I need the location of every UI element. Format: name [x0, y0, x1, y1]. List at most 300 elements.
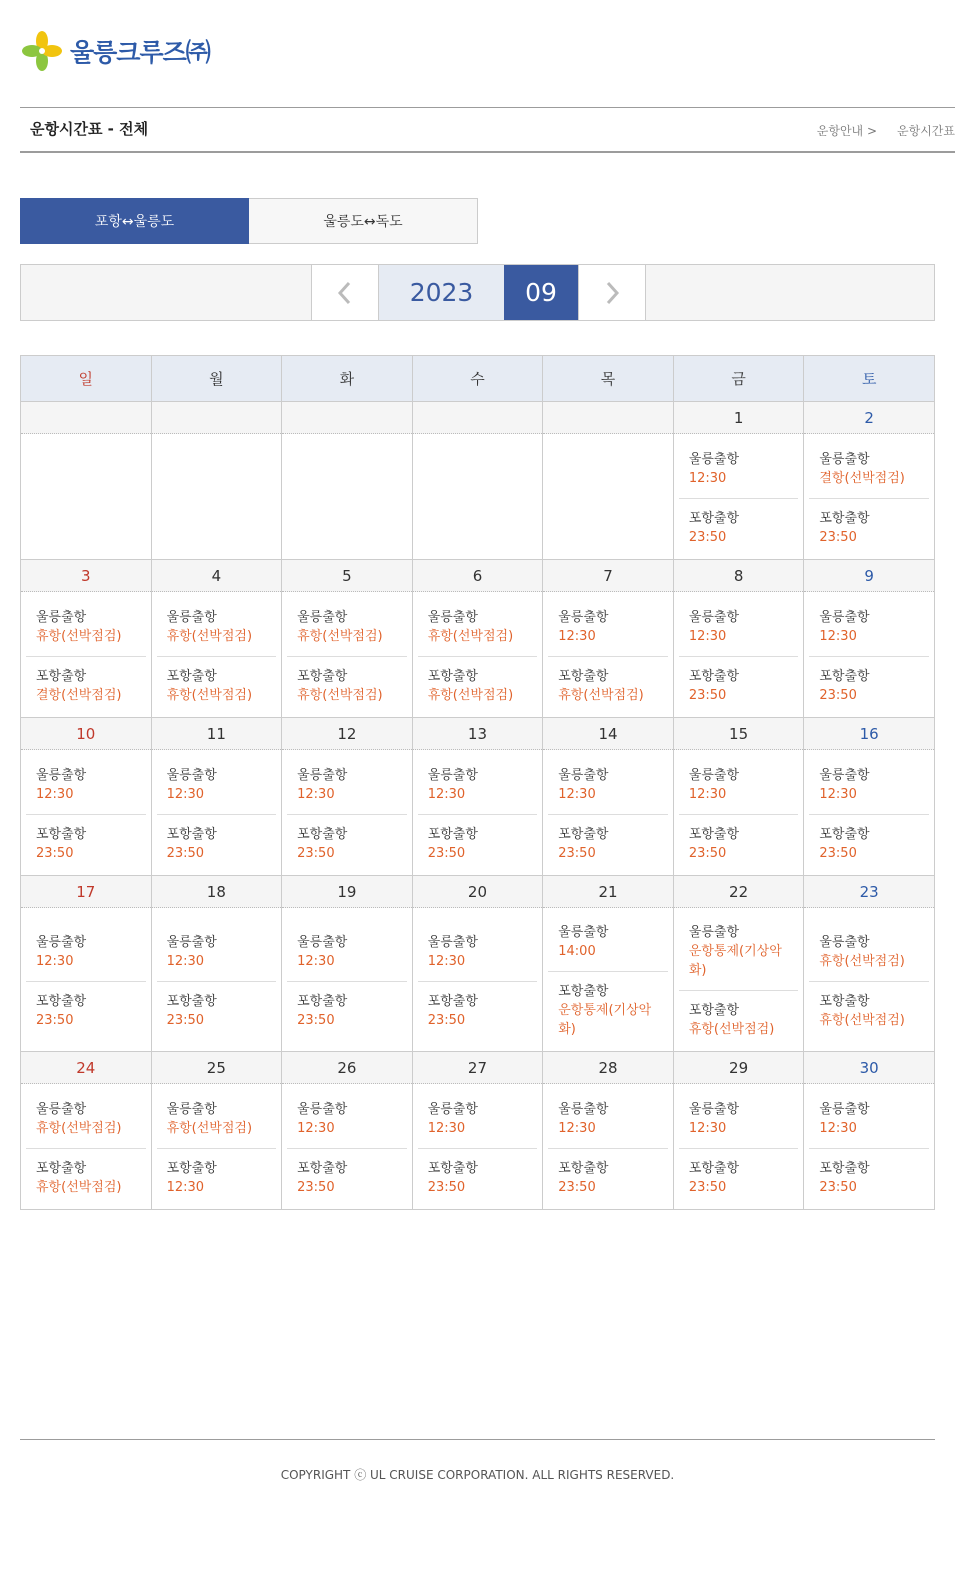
departure-status: 12:30	[819, 1120, 857, 1136]
day-number	[152, 402, 282, 434]
pohang-departure	[809, 814, 929, 869]
departure-status: 12:30	[427, 953, 466, 969]
pohang-departure	[679, 990, 799, 1045]
pohang-departure	[157, 981, 277, 1036]
departure-label: 포항출항	[297, 993, 348, 1009]
day-schedule	[152, 750, 282, 875]
breadcrumb-item-timetable[interactable]: 운항시간표	[897, 124, 955, 138]
ulleung-departure	[679, 446, 799, 494]
calendar-day-cell	[412, 876, 543, 1052]
calendar-day-cell	[543, 876, 674, 1052]
departure-status: 휴항(선박점검)	[688, 1022, 775, 1037]
ulleung-departure	[809, 762, 929, 810]
pohang-departure	[26, 656, 146, 711]
weekday-saturday: 토	[804, 356, 935, 402]
day-number: 8	[674, 560, 804, 592]
weekday-sunday: 일	[21, 356, 152, 402]
departure-status: 휴항(선박점검)	[166, 1120, 253, 1136]
day-number: 12	[282, 718, 412, 750]
departure-status: 휴항(선박점검)	[819, 953, 905, 969]
pohang-departure	[809, 498, 929, 553]
weekday-friday: 금	[673, 356, 804, 402]
calendar-day-cell	[673, 1052, 804, 1210]
calendar-day-cell	[673, 402, 804, 560]
departure-label: 포항출항	[819, 826, 870, 842]
next-month-button[interactable]	[578, 265, 646, 320]
departure-status: 운항통제(기상악화)	[688, 944, 782, 978]
day-schedule	[282, 750, 412, 875]
departure-label: 포항출항	[166, 826, 217, 842]
departure-label: 울릉출항	[819, 451, 870, 467]
calendar-day-cell	[282, 1052, 413, 1210]
ulleung-departure	[157, 929, 277, 977]
ulleung-departure	[287, 929, 407, 977]
pohang-departure	[287, 1148, 407, 1203]
departure-label: 포항출항	[36, 993, 87, 1009]
departure-status: 결항(선박점검)	[36, 687, 122, 703]
day-schedule	[413, 592, 543, 717]
departure-status: 12:30	[558, 628, 596, 644]
calendar-day-cell	[804, 718, 935, 876]
tab-pohang-ulleungdo[interactable]: 포항↔울릉도	[20, 198, 249, 244]
pohang-departure	[548, 1148, 668, 1203]
pohang-departure	[418, 814, 538, 869]
departure-label: 울릉출항	[36, 934, 87, 950]
ulleung-departure	[418, 762, 538, 810]
departure-status: 23:50	[36, 845, 74, 861]
pohang-departure	[418, 981, 538, 1036]
day-schedule	[21, 434, 151, 559]
pohang-departure	[679, 1148, 799, 1203]
ulleung-departure	[809, 929, 929, 977]
departure-label: 울릉출항	[558, 1101, 609, 1117]
ulleung-departure	[287, 762, 407, 810]
calendar-day-cell	[21, 560, 152, 718]
calendar-day-cell	[282, 402, 413, 560]
calendar-week-row	[21, 402, 935, 560]
ulleung-departure	[418, 1096, 538, 1144]
day-schedule	[804, 1084, 934, 1209]
day-schedule	[674, 592, 804, 717]
ulleung-departure	[26, 604, 146, 652]
calendar-day-cell	[412, 402, 543, 560]
departure-status: 12:30	[297, 1120, 335, 1136]
day-number: 16	[804, 718, 934, 750]
departure-label: 울릉출항	[688, 451, 740, 467]
day-number: 25	[152, 1052, 282, 1084]
day-schedule	[804, 592, 934, 717]
ulleung-departure	[679, 762, 799, 810]
day-schedule	[674, 1084, 804, 1209]
clover-logo-icon	[20, 29, 64, 73]
departure-status: 12:30	[297, 953, 335, 969]
departure-status: 23:50	[166, 845, 205, 861]
ulleung-departure	[287, 1096, 407, 1144]
day-number	[21, 402, 151, 434]
departure-label: 포항출항	[819, 510, 870, 526]
departure-status: 23:50	[36, 1012, 74, 1028]
departure-status: 12:30	[166, 1179, 205, 1195]
departure-label: 울릉출항	[819, 609, 870, 625]
departure-label: 포항출항	[688, 510, 740, 526]
departure-label: 포항출항	[688, 668, 740, 684]
departure-status: 14:00	[558, 944, 596, 959]
day-schedule	[674, 750, 804, 875]
calendar-day-cell	[282, 876, 413, 1052]
weekday-monday: 월	[151, 356, 282, 402]
calendar-day-cell	[282, 560, 413, 718]
departure-label: 울릉출항	[166, 1101, 217, 1117]
calendar-day-cell	[543, 718, 674, 876]
departure-label: 포항출항	[36, 826, 87, 842]
departure-status: 휴항(선박점검)	[427, 687, 514, 703]
chevron-left-icon	[335, 280, 355, 306]
departure-status: 23:50	[688, 687, 727, 703]
departure-label: 울릉출항	[427, 767, 478, 783]
departure-status: 12:30	[558, 1120, 596, 1136]
departure-status: 12:30	[297, 786, 335, 802]
departure-status: 23:50	[688, 845, 727, 861]
calendar-day-cell	[543, 560, 674, 718]
departure-label: 울릉출항	[297, 767, 348, 783]
day-number: 5	[282, 560, 412, 592]
departure-label: 울릉출항	[558, 925, 609, 940]
day-number: 22	[674, 876, 804, 908]
departure-status: 12:30	[166, 786, 205, 802]
ulleung-departure	[26, 929, 146, 977]
calendar-week-row	[21, 718, 935, 876]
departure-status: 휴항(선박점검)	[166, 687, 253, 703]
day-number: 21	[543, 876, 673, 908]
pohang-departure	[548, 656, 668, 711]
prev-month-button[interactable]	[311, 265, 379, 320]
title-bar	[20, 107, 955, 153]
day-schedule	[282, 908, 412, 1051]
departure-status: 23:50	[688, 1179, 727, 1195]
departure-status: 23:50	[427, 845, 466, 861]
departure-status: 23:50	[297, 1012, 335, 1028]
ulleung-departure	[548, 762, 668, 810]
day-number: 18	[152, 876, 282, 908]
departure-status: 휴항(선박점검)	[36, 628, 122, 644]
calendar-day-cell	[804, 402, 935, 560]
departure-status: 23:50	[819, 845, 857, 861]
departure-label: 울릉출항	[819, 767, 870, 783]
departure-label: 울릉출항	[166, 767, 217, 783]
calendar-day-cell	[151, 876, 282, 1052]
departure-label: 포항출항	[688, 1003, 740, 1018]
departure-label: 울릉출항	[36, 1101, 87, 1117]
departure-label: 포항출항	[819, 993, 870, 1009]
day-schedule	[413, 1084, 543, 1209]
day-number: 27	[413, 1052, 543, 1084]
pohang-departure	[548, 814, 668, 869]
departure-label: 포항출항	[688, 826, 740, 842]
day-number: 13	[413, 718, 543, 750]
pohang-departure	[287, 814, 407, 869]
departure-label: 포항출항	[36, 1160, 87, 1176]
departure-label: 울릉출항	[688, 925, 740, 940]
calendar-day-cell	[151, 560, 282, 718]
departure-label: 울릉출항	[558, 767, 609, 783]
calendar-day-cell	[673, 560, 804, 718]
day-schedule	[413, 434, 543, 559]
pohang-departure	[809, 981, 929, 1036]
month-navigation	[20, 264, 935, 321]
departure-label: 울릉출항	[166, 609, 217, 625]
calendar-day-cell	[151, 1052, 282, 1210]
departure-status: 휴항(선박점검)	[558, 687, 644, 703]
departure-status: 운항통제(기상악화)	[558, 1003, 652, 1037]
ulleung-departure	[809, 1096, 929, 1144]
day-schedule	[804, 434, 934, 559]
day-schedule	[543, 1084, 673, 1209]
departure-label: 울릉출항	[36, 609, 87, 625]
pohang-departure	[679, 814, 799, 869]
departure-status: 23:50	[819, 1179, 857, 1195]
departure-label: 포항출항	[297, 826, 348, 842]
day-schedule	[21, 908, 151, 1051]
weekday-header-row	[21, 356, 935, 402]
day-number	[413, 402, 543, 434]
day-number: 3	[21, 560, 151, 592]
pohang-departure	[418, 1148, 538, 1203]
departure-status: 23:50	[427, 1012, 466, 1028]
departure-status: 휴항(선박점검)	[297, 687, 383, 703]
pohang-departure	[157, 1148, 277, 1203]
day-schedule	[282, 434, 412, 559]
day-number: 6	[413, 560, 543, 592]
pohang-departure	[548, 971, 668, 1045]
departure-label: 울릉출항	[558, 609, 609, 625]
departure-status: 12:30	[688, 628, 727, 644]
day-schedule	[413, 908, 543, 1051]
day-number: 14	[543, 718, 673, 750]
departure-label: 포항출항	[297, 668, 348, 684]
calendar-day-cell	[151, 718, 282, 876]
departure-label: 포항출항	[558, 826, 609, 842]
day-number: 9	[804, 560, 934, 592]
departure-status: 23:50	[819, 529, 857, 545]
departure-label: 울릉출항	[819, 1101, 870, 1117]
departure-status: 12:30	[688, 786, 727, 802]
departure-label: 포항출항	[427, 826, 478, 842]
calendar-day-cell	[412, 718, 543, 876]
departure-label: 포항출항	[819, 668, 870, 684]
ulleung-departure	[418, 604, 538, 652]
page-title: 운항시간표 - 전체	[30, 120, 149, 138]
tab-ulleungdo-dokdo[interactable]: 울릉도↔독도	[249, 198, 478, 244]
departure-label: 울릉출항	[427, 609, 478, 625]
departure-label: 포항출항	[427, 668, 478, 684]
departure-status: 12:30	[427, 1120, 466, 1136]
weekday-wednesday: 수	[412, 356, 543, 402]
day-schedule	[674, 908, 804, 1051]
day-schedule	[21, 750, 151, 875]
pohang-departure	[418, 656, 538, 711]
departure-label: 울릉출항	[297, 609, 348, 625]
day-schedule	[152, 592, 282, 717]
departure-status: 12:30	[819, 628, 857, 644]
day-schedule	[152, 434, 282, 559]
pohang-departure	[679, 498, 799, 553]
route-tabs	[20, 198, 478, 244]
ulleung-departure	[157, 762, 277, 810]
day-schedule	[152, 1084, 282, 1209]
departure-label: 포항출항	[166, 668, 217, 684]
day-number: 10	[21, 718, 151, 750]
departure-label: 포항출항	[558, 1160, 609, 1176]
departure-label: 포항출항	[297, 1160, 348, 1176]
departure-label: 포항출항	[427, 993, 478, 1009]
calendar-day-cell	[673, 718, 804, 876]
logo-text: 울릉크루즈㈜	[70, 38, 210, 67]
departure-label: 포항출항	[166, 993, 217, 1009]
departure-label: 포항출항	[166, 1160, 217, 1176]
departure-label: 포항출항	[558, 984, 609, 999]
ulleung-departure	[679, 919, 799, 986]
ulleung-departure	[157, 604, 277, 652]
departure-label: 울릉출항	[819, 934, 870, 950]
weekday-tuesday: 화	[282, 356, 413, 402]
ulleung-departure	[26, 1096, 146, 1144]
departure-label: 포항출항	[819, 1160, 870, 1176]
departure-label: 울릉출항	[166, 934, 217, 950]
month-display: 09	[504, 265, 578, 320]
day-number: 26	[282, 1052, 412, 1084]
departure-label: 울릉출항	[297, 934, 348, 950]
breadcrumb	[817, 122, 955, 139]
day-schedule	[543, 750, 673, 875]
departure-status: 결항(선박점검)	[819, 470, 905, 486]
schedule-calendar	[20, 355, 935, 1210]
breadcrumb-item-guide[interactable]: 운항안내 >	[816, 124, 878, 138]
day-schedule	[804, 908, 934, 1051]
day-schedule	[282, 1084, 412, 1209]
departure-status: 12:30	[427, 786, 466, 802]
pohang-departure	[26, 1148, 146, 1203]
departure-status: 23:50	[297, 845, 335, 861]
calendar-day-cell	[21, 402, 152, 560]
calendar-day-cell	[21, 876, 152, 1052]
ulleung-departure	[26, 762, 146, 810]
year-display: 2023	[379, 265, 504, 320]
departure-label: 울릉출항	[427, 934, 478, 950]
chevron-right-icon	[602, 280, 622, 306]
calendar-day-cell	[804, 1052, 935, 1210]
pohang-departure	[679, 656, 799, 711]
day-number: 30	[804, 1052, 934, 1084]
ulleung-departure	[418, 929, 538, 977]
day-schedule	[21, 1084, 151, 1209]
calendar-day-cell	[21, 1052, 152, 1210]
company-logo[interactable]	[20, 28, 210, 74]
departure-status: 12:30	[166, 953, 205, 969]
calendar-day-cell	[543, 1052, 674, 1210]
departure-status: 12:30	[688, 470, 727, 486]
calendar-day-cell	[804, 560, 935, 718]
departure-status: 휴항(선박점검)	[166, 628, 253, 644]
departure-status: 12:30	[36, 786, 74, 802]
ulleung-departure	[809, 446, 929, 494]
ulleung-departure	[287, 604, 407, 652]
pohang-departure	[287, 656, 407, 711]
weekday-thursday: 목	[543, 356, 674, 402]
departure-status: 휴항(선박점검)	[297, 628, 383, 644]
departure-status: 23:50	[819, 687, 857, 703]
departure-label: 울릉출항	[688, 609, 740, 625]
pohang-departure	[287, 981, 407, 1036]
calendar-day-cell	[543, 402, 674, 560]
day-number: 17	[21, 876, 151, 908]
pohang-departure	[26, 981, 146, 1036]
departure-label: 포항출항	[427, 1160, 478, 1176]
day-number: 24	[21, 1052, 151, 1084]
ulleung-departure	[548, 1096, 668, 1144]
pohang-departure	[157, 656, 277, 711]
departure-status: 휴항(선박점검)	[819, 1012, 905, 1028]
departure-status: 23:50	[558, 1179, 596, 1195]
calendar-week-row	[21, 1052, 935, 1210]
pohang-departure	[809, 656, 929, 711]
calendar-week-row	[21, 876, 935, 1052]
departure-label: 울릉출항	[427, 1101, 478, 1117]
departure-label: 울릉출항	[688, 1101, 740, 1117]
departure-status: 23:50	[427, 1179, 466, 1195]
ulleung-departure	[548, 919, 668, 967]
ulleung-departure	[809, 604, 929, 652]
footer-divider	[20, 1439, 935, 1440]
ulleung-departure	[548, 604, 668, 652]
day-number: 1	[674, 402, 804, 434]
departure-label: 울릉출항	[36, 767, 87, 783]
departure-status: 휴항(선박점검)	[36, 1179, 122, 1195]
day-schedule	[413, 750, 543, 875]
departure-label: 포항출항	[36, 668, 87, 684]
departure-status: 휴항(선박점검)	[36, 1120, 122, 1136]
calendar-day-cell	[282, 718, 413, 876]
departure-status: 12:30	[558, 786, 596, 802]
day-number	[282, 402, 412, 434]
day-number	[543, 402, 673, 434]
pohang-departure	[157, 814, 277, 869]
day-schedule	[674, 434, 804, 559]
departure-status: 12:30	[688, 1120, 727, 1136]
day-number: 15	[674, 718, 804, 750]
calendar-day-cell	[412, 1052, 543, 1210]
departure-label: 울릉출항	[688, 767, 740, 783]
departure-status: 휴항(선박점검)	[427, 628, 514, 644]
day-schedule	[282, 592, 412, 717]
departure-status: 23:50	[166, 1012, 205, 1028]
day-number: 11	[152, 718, 282, 750]
departure-label: 울릉출항	[297, 1101, 348, 1117]
day-number: 29	[674, 1052, 804, 1084]
day-schedule	[21, 592, 151, 717]
calendar-day-cell	[21, 718, 152, 876]
ulleung-departure	[157, 1096, 277, 1144]
copyright-text: COPYRIGHT ⓒ UL CRUISE CORPORATION. ALL RIGHTS RESERVED.	[280, 1468, 675, 1482]
day-schedule	[152, 908, 282, 1051]
day-schedule	[543, 908, 673, 1051]
calendar-day-cell	[151, 402, 282, 560]
ulleung-departure	[679, 1096, 799, 1144]
pohang-departure	[809, 1148, 929, 1203]
calendar-day-cell	[673, 876, 804, 1052]
day-schedule	[543, 434, 673, 559]
departure-status: 12:30	[36, 953, 74, 969]
day-number: 19	[282, 876, 412, 908]
